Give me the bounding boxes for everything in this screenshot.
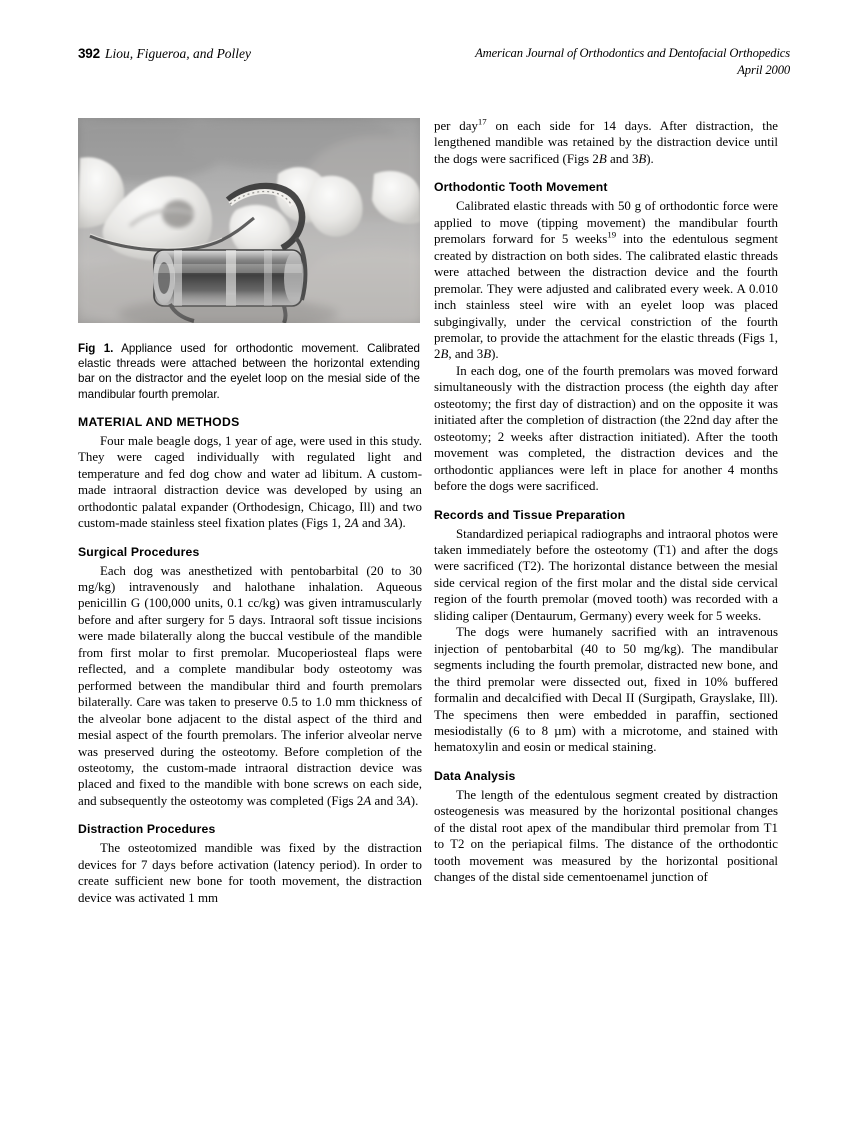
heading-orthodontic-tooth-movement: Orthodontic Tooth Movement (434, 180, 608, 195)
paragraph-sacrifice: The dogs were humanely sacrified with an intravenous injection of pentobarbital (40 to 50 mg/kg). The mandibular segments including the fourth premolar, distracted new bone, and the third premolar were dissected out, fixed in 10% buffered formalin and decalcified with Decal II (Surgipath, Grayslake, Ill). The specimens then were embedded in paraffin, sectioned mesiodistally (6 to 8 µm) with a microtome, and stained with hematoxylin and eosin or medical staining. (434, 625, 778, 755)
right-column (434, 118, 778, 886)
figure-1-caption-text: Appliance used for orthodontic movement. Calibrated elastic threads were attached between the horizontal extending bar on the distractor and the eyelet loop on the mesial side of the mandibular fourth premolar. (78, 342, 420, 401)
paragraph-distraction-procedures: The osteotomized mandible was fixed by the distraction devices for 7 days before activation (latency period). In order to create sufficient new bone for tooth movement, the distraction device was activated 1 mm (78, 841, 422, 905)
figure-ref-italic: A (402, 793, 411, 808)
issue-date: April 2000 (737, 62, 790, 77)
page-number: 392 (78, 46, 100, 61)
paragraph-surgical-procedures (78, 563, 422, 810)
text-run: Four male beagle dogs, 1 year of age, were used in this study. They were caged individually with regulated light and temperature and fed dog chow and water ad libitum. A custom-made intraoral distraction device was developed by using an orthodontic palatal expander (Orthodesign, Chicago, Ill) and two custom-made stainless steel fixation plates (Figs 1, 2 (78, 433, 422, 531)
journal-title: American Journal of Orthodontics and Dentofacial Orthopedics (475, 46, 790, 60)
text-run: ). (410, 793, 419, 808)
text-run: Calibrated elastic threads with 50 g of orthodontic force were applied to move (tipping movement) the mandibular fourth premolars forward for 5 weeks (434, 199, 778, 247)
heading-material-and-methods: MATERIAL AND METHODS (78, 414, 240, 429)
paragraph-material-and-methods (78, 433, 422, 532)
text-run: per day (434, 119, 478, 133)
figure-ref-italic: B (440, 347, 449, 362)
text-run: ). (646, 151, 654, 166)
intraoral-photograph (78, 118, 420, 323)
text-run: ). (398, 516, 406, 531)
text-run: and 3 (606, 151, 639, 166)
text-run: on each side for 14 days. After distraction, the lengthened mandible was retained by the distraction device until the dogs were sacrificed (Figs 2 (434, 119, 778, 166)
figure-ref-italic: B (638, 151, 647, 166)
author-list: Liou, Figueroa, and Polley (104, 46, 252, 61)
running-head-right (475, 45, 790, 78)
paragraph-each-dog: In each dog, one of the fourth premolars was moved forward simultaneously with the distraction process (the eighth day after osteotomy; the first day of distraction) and on the opposite it was initiated after the completion of distraction (the 22nd day after the osteotomy; 2 weeks after distraction initiated). After the tooth movement was completed, the distraction devices and the orthodontic appliances were left in place for another 4 months before the dogs were sacrificed. (434, 363, 778, 494)
text-run: and 3 (358, 516, 391, 531)
figure-1-image (78, 118, 420, 323)
text-run: , and 3 (448, 347, 484, 362)
footnote-marker-19: 19 (607, 229, 617, 240)
figure-1-label: Fig 1. (78, 342, 114, 355)
left-column (78, 118, 422, 906)
running-head-left (78, 45, 251, 63)
figure-ref-italic: A (363, 793, 372, 808)
paragraph-records: Standardized periapical radiographs and intraoral photos were taken immediately before the osteotomy (T1) and after the dogs were sacrificed (T2). The horizontal distance between the mesial side cervical region of the first molar and the distal side cervical region of the fourth premolar (moved tooth) was recorded with a sliding caliper (Dentaurum, Germany) every week for 5 weeks. (434, 526, 778, 623)
figure-1-caption (78, 341, 420, 402)
heading-surgical-procedures: Surgical Procedures (78, 544, 200, 559)
text-run: ). (491, 347, 499, 362)
figure-ref-italic: A (350, 516, 359, 531)
heading-records-and-tissue-preparation: Records and Tissue Preparation (434, 507, 626, 522)
text-run: Each dog was anesthetized with pentobarbital (20 to 30 mg/kg) intravenously and halothane inhalation. Aqueous penicillin G (100,000 units, 0.1 cc/kg) was given intramuscularly before and after surgery for 5 days. Intraoral soft tissue incisions were made bilaterally along the buccal vestibule of the mandible from first molar to first premolar. Mucoperiosteal flaps were reflected, and a complete mandibular body osteotomy was performed between the mandibular third and fourth premolars bilaterally. Care was taken to preserve 0.5 to 1.0 mm thickness of the alveolar bone adjacent to the distal aspect of the third and mesial aspect of the fourth premolars. The inferior alveolar nerve was preserved during the osteotomy. Before completion of the osteotomy, the custom-made intraoral distraction device was placed and fixed to the mandible with bone screws on each side, and subsequently the osteotomy was completed (Figs 2 (78, 563, 422, 808)
running-head (78, 45, 790, 87)
figure-ref-italic: A (390, 516, 399, 531)
heading-data-analysis: Data Analysis (434, 768, 516, 783)
heading-distraction-procedures: Distraction Procedures (78, 822, 216, 837)
paragraph-tooth-movement (434, 198, 778, 363)
paragraph-data-analysis: The length of the edentulous segment created by distraction osteogenesis was measured by the horizontal positional changes of the distal root apex of the mandibular third premolar from T1 to T2 on the periapical films. The distance of the orthodontic tooth movement was measured by the horizontal positional changes of the distal side cementoenamel junction of (434, 787, 778, 885)
figure-ref-italic: B (483, 347, 492, 362)
text-run: and 3 (371, 793, 403, 808)
figure-1 (78, 118, 420, 402)
text-run: into the edentulous segment created by distraction on both sides. The calibrated elastic threads were attached between the distraction device and the fourth premolar. They were adjusted and calibrated every week. A 0.010 inch stainless steel wire with an eyelet loop was placed subgingivally, under the cervical constriction of the fourth premolar, to provide the attachment for the elastic threads (Figs 1, 2 (434, 232, 778, 362)
paragraph-distraction-continued (434, 118, 778, 167)
figure-ref-italic: B (598, 151, 607, 166)
footnote-marker-17: 17 (477, 116, 487, 127)
